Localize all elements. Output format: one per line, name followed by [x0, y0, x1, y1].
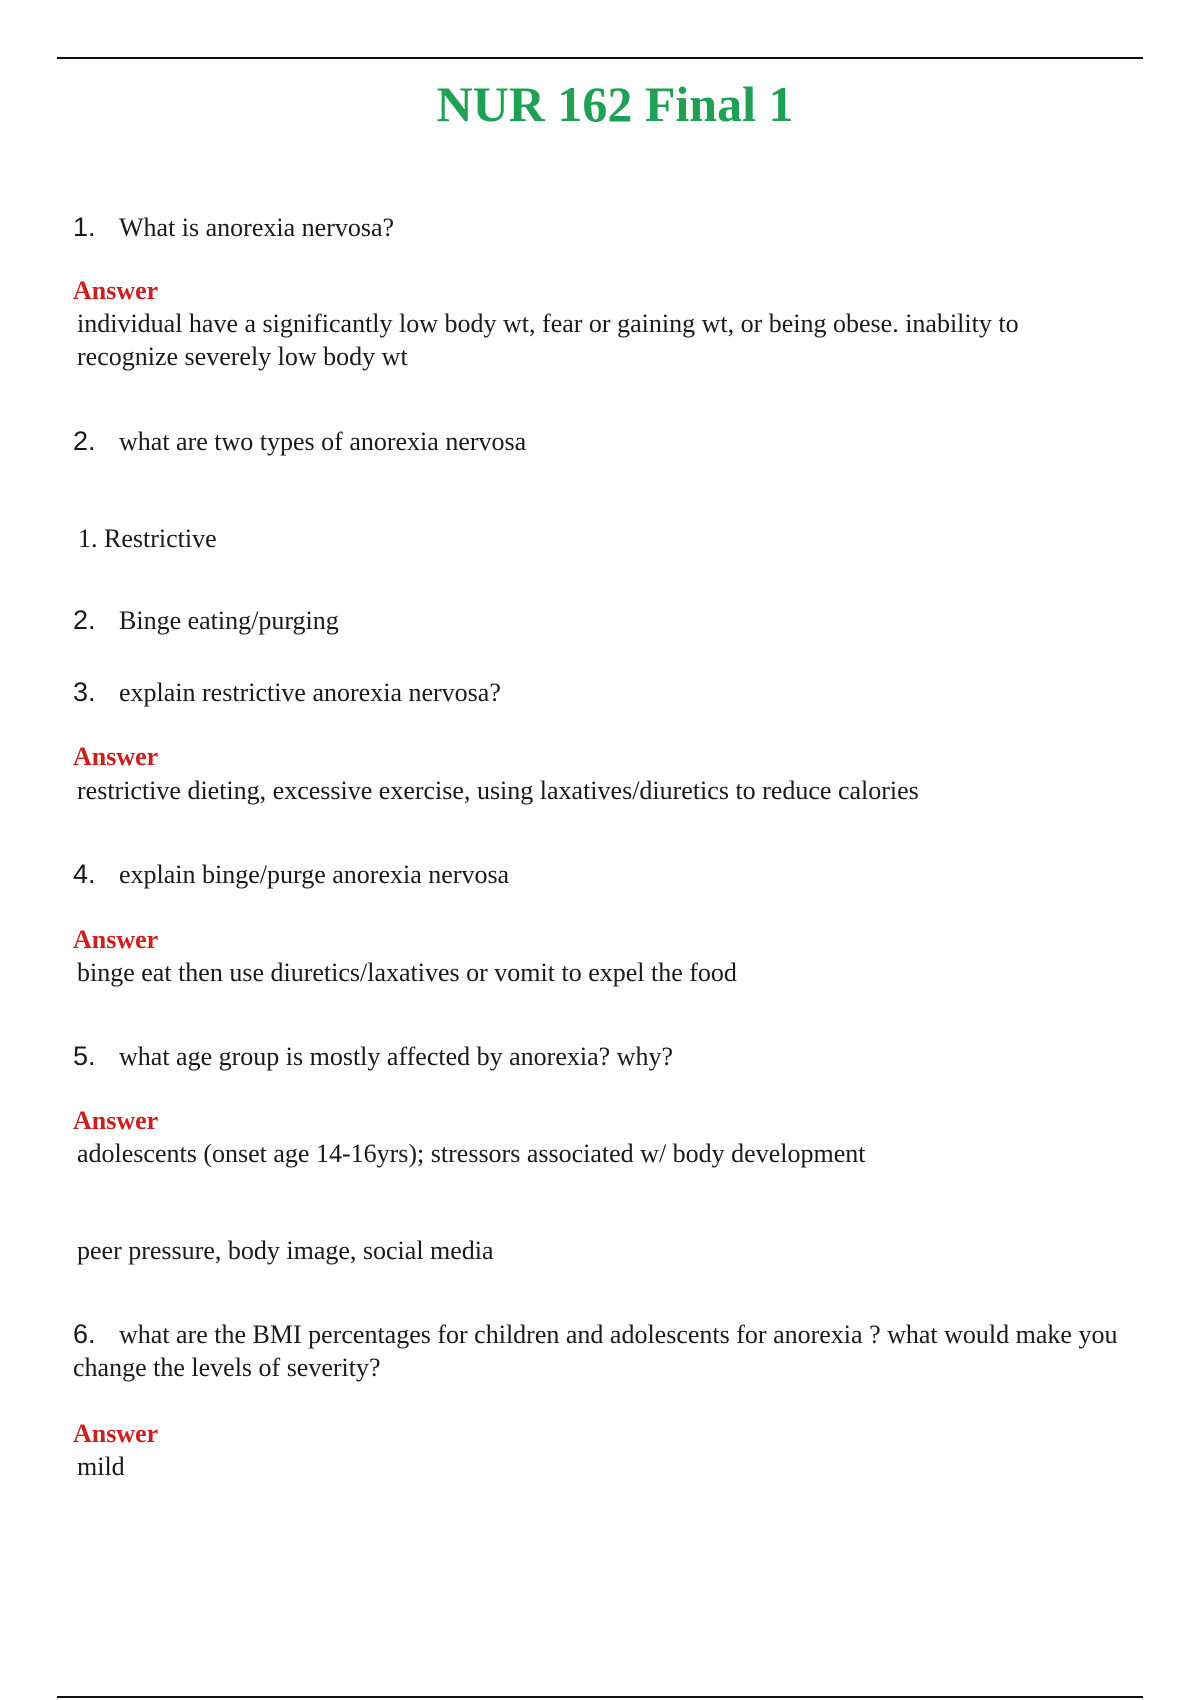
- page-title: NUR 162 Final 1: [436, 76, 794, 132]
- question-2b: [73, 604, 1163, 637]
- question-6: [73, 1318, 1153, 1384]
- answer-label: Answer: [73, 742, 159, 771]
- question-number: 2.: [73, 605, 96, 635]
- question-number: 3.: [73, 677, 96, 707]
- question-number: 4.: [73, 859, 96, 889]
- top-divider: [57, 57, 1143, 59]
- answer-label: Answer: [73, 276, 159, 305]
- question-text: explain binge/purge anorexia nervosa: [119, 860, 510, 889]
- answer-label: Answer: [73, 1419, 159, 1448]
- question-text: what age group is mostly affected by anorexia? why?: [119, 1042, 673, 1071]
- question-number: 1.: [73, 212, 96, 242]
- question-3: [73, 676, 1163, 709]
- question-text: what are two types of anorexia nervosa: [119, 427, 527, 456]
- question-2: [73, 425, 1163, 458]
- answer-label-4: [73, 923, 1163, 956]
- question-text: What is anorexia nervosa?: [119, 213, 395, 242]
- question-1: [73, 211, 1163, 244]
- answer-label: Answer: [73, 925, 159, 954]
- bottom-divider: [57, 1696, 1143, 1698]
- answer-label: Answer: [73, 1106, 159, 1135]
- answer-5: adolescents (onset age 14-16yrs); stressors associated w/ body development: [77, 1139, 866, 1168]
- question-number: 2.: [73, 426, 96, 456]
- question-text: what are the BMI percentages for children and adolescents for anorexia ? what would make you change the levels of severity?: [73, 1320, 1118, 1382]
- answer-6: mild: [77, 1452, 125, 1481]
- answer-3: restrictive dieting, excessive exercise, using laxatives/diuretics to reduce calories: [77, 776, 919, 805]
- answer-label-3: [73, 740, 1163, 773]
- question-number: 6.: [73, 1319, 96, 1349]
- answer-4: binge eat then use diuretics/laxatives or vomit to expel the food: [77, 958, 737, 987]
- question-number: 5.: [73, 1041, 96, 1071]
- question-5: [73, 1040, 1163, 1073]
- answer-label-1: [73, 274, 1163, 307]
- question-4: [73, 858, 1163, 891]
- answer-label-5: [73, 1104, 1163, 1137]
- list-item-restrictive: 1. Restrictive: [78, 524, 217, 553]
- question-text: explain restrictive anorexia nervosa?: [119, 678, 501, 707]
- question-text: Binge eating/purging: [119, 606, 339, 635]
- answer-label-6: [73, 1417, 1163, 1450]
- answer-5-extra: peer pressure, body image, social media: [77, 1236, 494, 1265]
- answer-1: individual have a significantly low body wt, fear or gaining wt, or being obese. inability to recognize severely low body wt: [77, 309, 1019, 371]
